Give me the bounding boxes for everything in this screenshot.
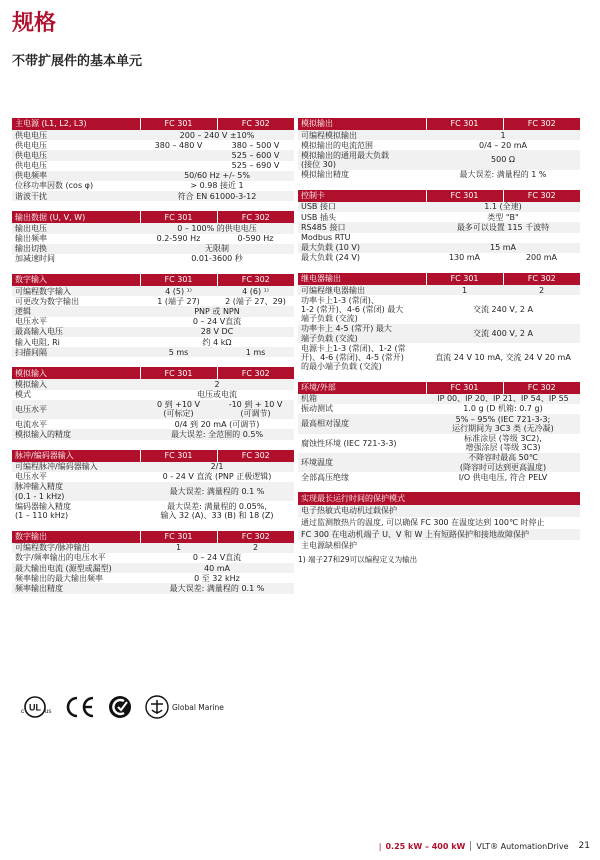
protection-row — [298, 505, 580, 517]
spec-col-header: FC 302 — [217, 450, 294, 462]
spec-value: 最大误差: 满量程的 0.1 % — [140, 482, 294, 501]
spec-label: 输出切换 — [12, 244, 140, 254]
spec-value-fc302: 200 mA — [525, 253, 558, 263]
global-marine-label: Global Marine — [172, 702, 224, 712]
spec-value: 0/4 到 20 mA (可调节) — [174, 419, 260, 429]
spec-value: 最大误差: 满量程的 0.1 % — [140, 583, 294, 593]
spec-label: RS485 接口 — [298, 222, 426, 232]
spec-col-header: FC 302 — [217, 367, 294, 379]
spec-col-header: FC 301 — [140, 367, 217, 379]
spec-row — [298, 212, 580, 222]
spec-value-fc302: 2 — [217, 543, 294, 553]
spec-value: 0 – 100% 的供电电压 — [140, 223, 294, 233]
spec-section-title: 脉冲/编码器输入 — [12, 450, 140, 462]
spec-table — [298, 273, 580, 372]
global-marine-logo — [144, 694, 224, 720]
spec-label: 模拟输出的电流范围 — [301, 140, 373, 150]
spec-section-title: 数字输入 — [12, 274, 140, 286]
spec-value: 最大误差: 全范围的 0.5% — [140, 429, 294, 439]
spec-row — [298, 404, 580, 414]
page-title: 规格 — [12, 11, 57, 36]
spec-row — [12, 254, 294, 264]
spec-label: 供电电压 — [15, 140, 47, 150]
spec-value: 2 — [140, 379, 294, 389]
right-column — [298, 118, 580, 575]
spec-header-row — [12, 211, 294, 223]
page-footer — [379, 841, 590, 851]
spec-table — [12, 450, 294, 521]
spec-value: 0/4 – 20 mA — [479, 140, 527, 150]
spec-label: 加减速时间 — [15, 254, 55, 264]
protection-section — [298, 492, 580, 564]
spec-value: 1.1 (全速) — [426, 202, 580, 212]
protection-item: 主电源缺相保护 — [301, 541, 357, 551]
spec-row — [12, 482, 294, 501]
spec-col-header: FC 302 — [217, 118, 294, 130]
spec-value: 最大误差: 满量程的 1 % — [459, 170, 547, 180]
spec-value: 电压或电流 — [197, 390, 237, 400]
spec-row — [298, 222, 580, 232]
right-spec-tables — [298, 118, 580, 482]
protection-item: 通过监测散热片的温度, 可以确保 FC 300 在温度达到 100℃ 时停止 — [301, 518, 545, 528]
spec-label: 环境温度 — [298, 453, 426, 472]
spec-row — [12, 191, 294, 201]
spec-row — [12, 501, 294, 520]
spec-row — [298, 285, 580, 295]
spec-section — [12, 274, 294, 357]
spec-label: 模拟输出精度 — [301, 170, 349, 180]
spec-value-fc302: 0-590 Hz — [237, 234, 274, 243]
spec-row — [12, 472, 294, 482]
spec-row — [12, 429, 294, 439]
spec-row — [298, 295, 580, 324]
spec-row — [12, 553, 294, 563]
spec-value-fc302: -10 到 + 10 V (可调节) — [217, 400, 294, 419]
spec-value-fc302: 2 (端子 27、29) — [225, 296, 286, 306]
spec-label: 谐波干扰 — [12, 191, 140, 201]
spec-row — [298, 414, 580, 433]
spec-value: 标准涂层 (等级 3C2), 增强涂层 (等级 3C3) — [464, 434, 542, 453]
spec-section-title: 输出数据 (U, V, W) — [12, 211, 140, 223]
spec-value: 最多可以设置 115 千波特 — [426, 222, 580, 232]
spec-value: 28 V DC — [140, 327, 294, 337]
spec-header-row — [12, 274, 294, 286]
spec-section-title: 模拟输入 — [12, 367, 140, 379]
protection-row — [298, 540, 580, 552]
spec-label: 数字/频率输出的电压水平 — [15, 553, 106, 563]
spec-label: 可编程模拟输出 — [298, 130, 426, 140]
spec-section-title: 继电器输出 — [298, 273, 426, 285]
spec-value: 最大误差: 满量程的 0.05%, 输入 32 (A)、33 (B) 和 18 (Z) — [160, 501, 274, 520]
spec-value-fc302: 525 – 690 V — [231, 161, 280, 171]
spec-row — [12, 150, 294, 160]
spec-label: 可编程数字输入 — [12, 286, 140, 296]
spec-label: 可编程脉冲/编码器输入 — [12, 462, 140, 472]
spec-value: 2/1 — [140, 462, 294, 472]
spec-value: 1.0 g (D 机箱: 0.7 g) — [463, 404, 543, 414]
spec-value: 交流 400 V, 2 A — [426, 324, 580, 343]
spec-row — [12, 306, 294, 316]
footnote: 1) 端子27和29可以编程定义为输出 — [298, 554, 418, 564]
footer-lead-bar: | — [378, 841, 382, 851]
spec-value: 0.01-3600 秒 — [191, 254, 243, 264]
spec-label: 可编程数字/脉冲输出 — [12, 543, 140, 553]
spec-value: 500 Ω — [426, 150, 580, 169]
protection-row — [298, 517, 580, 529]
svg-text:c: c — [21, 709, 24, 715]
spec-row — [12, 583, 294, 593]
ce-logo — [62, 693, 96, 721]
spec-col-header: FC 301 — [426, 118, 503, 130]
spec-label: 模拟输出的通用最大负载 (接位 30) — [298, 150, 426, 169]
spec-header-row — [12, 531, 294, 543]
spec-section — [298, 118, 580, 180]
spec-section — [12, 367, 294, 439]
spec-row — [12, 317, 294, 327]
spec-section — [12, 118, 294, 201]
spec-row — [12, 347, 294, 357]
spec-row — [298, 202, 580, 212]
page-number: 21 — [578, 841, 590, 851]
spec-value-fc301: 0.2-590 Hz — [156, 234, 201, 243]
spec-value-fc302: 4 (6) ¹⁾ — [217, 286, 294, 296]
spec-col-header: FC 302 — [217, 274, 294, 286]
protection-row — [298, 529, 580, 541]
spec-value-fc301: 380 – 480 V — [154, 140, 203, 150]
spec-value-fc301: 130 mA — [448, 253, 481, 263]
spec-label: 电压水平 — [15, 317, 47, 327]
spec-row — [298, 324, 580, 343]
spec-label: 腐蚀性环境 (IEC 721-3-3) — [301, 438, 397, 448]
spec-row — [12, 573, 294, 583]
spec-value: 1 — [426, 130, 580, 140]
spec-value: 0 - 24 V 直流 (PNP 正极逻辑) — [162, 472, 272, 482]
spec-label: 模式 — [15, 390, 31, 400]
spec-value: 200 – 240 V ±10% — [140, 130, 294, 140]
spec-section — [298, 190, 580, 263]
spec-label: 电流水平 — [15, 419, 47, 429]
protection-item: 电子热敏式电动机过载保护 — [298, 505, 580, 517]
spec-value-fc302: 2 — [503, 285, 580, 295]
spec-section — [12, 211, 294, 264]
spec-row — [12, 379, 294, 389]
spec-section-title: 控制卡 — [298, 190, 426, 202]
spec-row — [12, 390, 294, 400]
spec-col-header: FC 302 — [503, 118, 580, 130]
spec-header-row — [298, 118, 580, 130]
spec-label: 频率输出的最大输出频率 — [15, 573, 103, 583]
spec-label: 最大负载 (10 V) — [298, 243, 426, 253]
spec-label: 最高输入电压 — [12, 327, 140, 337]
spec-row — [12, 327, 294, 337]
spec-row — [12, 419, 294, 429]
spec-col-header: FC 301 — [140, 118, 217, 130]
spec-table — [12, 367, 294, 439]
spec-col-header: FC 302 — [503, 190, 580, 202]
spec-value: PNP 或 NPN — [140, 306, 294, 316]
spec-label: 可编程继电器输出 — [298, 285, 426, 295]
spec-value: 交流 240 V, 2 A — [472, 304, 534, 314]
svg-text:UL: UL — [29, 702, 41, 713]
spec-col-header: FC 302 — [503, 273, 580, 285]
spec-col-header: FC 301 — [426, 273, 503, 285]
spec-col-header: FC 301 — [140, 450, 217, 462]
spec-row — [12, 543, 294, 553]
spec-label: 机箱 — [298, 394, 426, 404]
spec-row — [298, 472, 580, 482]
spec-row — [12, 244, 294, 254]
spec-label: 供电频率 — [12, 171, 140, 181]
spec-col-header: FC 302 — [217, 531, 294, 543]
footer-product-name: VLT® AutomationDrive — [476, 841, 569, 851]
footer-power-range: 0.25 kW – 400 kW — [385, 841, 466, 851]
spec-row — [298, 453, 580, 472]
spec-header-row — [12, 118, 294, 130]
spec-label: 可更改为数字输出 — [15, 296, 79, 306]
spec-row — [298, 243, 580, 253]
spec-row — [12, 296, 294, 306]
spec-label: 脉冲输入精度 (0.1 - 1 kHz) — [12, 482, 140, 501]
spec-label: 输入电阻, Ri — [15, 337, 60, 347]
spec-value: 0 – 24 V直流 — [192, 553, 242, 563]
certification-logos — [18, 687, 234, 727]
spec-section-title: 环境/外部 — [298, 382, 426, 394]
spec-value: 类型 "B" — [487, 212, 519, 222]
spec-value: 0 至 32 kHz — [194, 573, 240, 583]
spec-value: 0 – 24 V直流 — [192, 317, 242, 327]
spec-label: Modbus RTU — [301, 233, 351, 242]
spec-value: > 0.98 接近 1 — [190, 181, 244, 191]
spec-row — [12, 337, 294, 347]
spec-value: 5% – 95% (IEC 721-3-3; 运行期间为 3C3 类 (无冷凝) — [426, 414, 580, 433]
spec-value: 直流 24 V 10 mA, 交流 24 V 20 mA — [435, 352, 571, 362]
spec-col-header: FC 301 — [426, 382, 503, 394]
spec-label: 扫描间隔 — [12, 347, 140, 357]
spec-header-row — [298, 190, 580, 202]
spec-section-title: 模拟输出 — [298, 118, 426, 130]
spec-label: USB 接口 — [298, 202, 426, 212]
spec-value: 符合 EN 61000-3-12 — [140, 191, 294, 201]
spec-row — [12, 181, 294, 191]
spec-value: 无限制 — [140, 244, 294, 254]
spec-label: 电源卡上1-3 (常闭)、1-2 (常 开)、4-6 (常闭)、4-5 (常开) 的最小端子负载 (交流) — [301, 343, 406, 372]
spec-value-fc301 — [140, 161, 217, 171]
spec-col-header: FC 301 — [140, 274, 217, 286]
footer-separator — [470, 841, 471, 851]
spec-value-fc301: 1 (端子 27) — [157, 296, 200, 306]
spec-section — [298, 273, 580, 372]
spec-section-title: 数字输出 — [12, 531, 140, 543]
spec-header-row — [12, 450, 294, 462]
spec-table — [12, 531, 294, 594]
spec-label: 输出频率 — [15, 234, 47, 243]
spec-section — [298, 382, 580, 483]
spec-row — [12, 563, 294, 573]
ul-logo — [18, 693, 52, 721]
spec-value-fc302: 1 ms — [217, 347, 294, 357]
page-subtitle: 不带扩展件的基本单元 — [12, 54, 143, 69]
spec-table — [298, 382, 580, 483]
spec-label: 频率输出精度 — [12, 583, 140, 593]
spec-row — [298, 130, 580, 140]
spec-row — [12, 234, 294, 244]
spec-row — [12, 462, 294, 472]
spec-value-fc302: 380 – 500 V — [231, 140, 280, 150]
spec-table — [12, 274, 294, 357]
spec-col-header: FC 302 — [503, 382, 580, 394]
spec-value — [426, 233, 580, 243]
spec-value: 50/60 Hz +/- 5% — [140, 171, 294, 181]
spec-section — [12, 450, 294, 521]
spec-row — [298, 170, 580, 180]
spec-row — [298, 233, 580, 243]
spec-label: 供电电压 — [12, 130, 140, 140]
spec-label: 最大输出电流 (源型或漏型) — [12, 563, 140, 573]
spec-section-title: 主电源 (L1, L2, L3) — [12, 118, 140, 130]
spec-value-fc301: 1 — [426, 285, 503, 295]
spec-row — [12, 286, 294, 296]
spec-value-fc301: 1 — [140, 543, 217, 553]
spec-table — [298, 118, 580, 180]
spec-value-fc301: 4 (5) ¹⁾ — [140, 286, 217, 296]
spec-label: 供电电压 — [15, 161, 47, 171]
spec-row — [12, 171, 294, 181]
spec-label: 全部高压绝缘 — [301, 472, 349, 482]
spec-value: IP 00、IP 20、IP 21、IP 54、IP 55 — [426, 394, 580, 404]
spec-col-header: FC 301 — [426, 190, 503, 202]
spec-value: I/O 供电电压, 符合 PELV — [458, 472, 548, 482]
spec-label: 功率卡上1-3 (常闭)、 1-2 (常开)、4-6 (常闭) 最大 端子负载 (交流) — [301, 295, 404, 324]
spec-row — [12, 130, 294, 140]
spec-table — [12, 211, 294, 264]
spec-header-row — [298, 273, 580, 285]
spec-value: 不降容时最高 50℃ (降容时可达到更高温度) — [426, 453, 580, 472]
spec-row — [298, 343, 580, 372]
spec-row — [12, 140, 294, 150]
spec-table — [12, 118, 294, 201]
spec-label: 模拟输入的精度 — [12, 429, 140, 439]
spec-label: USB 插头 — [301, 212, 336, 222]
spec-row — [298, 150, 580, 169]
svg-text:us: us — [45, 709, 52, 715]
spec-label: 供电电压 — [12, 150, 140, 160]
spec-label: 振动测试 — [301, 404, 333, 414]
ctick-logo — [106, 693, 134, 721]
left-column — [12, 118, 294, 604]
spec-value: 40 mA — [140, 563, 294, 573]
spec-label: 电压水平 — [12, 400, 140, 419]
spec-row — [12, 161, 294, 171]
spec-value: 约 4 kΩ — [202, 337, 232, 347]
spec-col-header: FC 301 — [140, 531, 217, 543]
protection-header: 实现最长运行时间的保护模式 — [298, 492, 580, 505]
spec-row — [298, 394, 580, 404]
spec-value-fc301: 5 ms — [140, 347, 217, 357]
spec-header-row — [298, 382, 580, 394]
spec-label: 位移功率因数 (cos φ) — [15, 181, 94, 191]
spec-label: 功率卡上 4-5 (常开) 最大 端子负载 (交流) — [298, 324, 426, 343]
spec-label: 模拟输入 — [12, 379, 140, 389]
spec-row — [12, 223, 294, 233]
spec-row — [12, 400, 294, 419]
spec-table — [298, 190, 580, 263]
spec-label: 最大负载 (24 V) — [301, 253, 360, 263]
spec-label: 电压水平 — [15, 472, 47, 482]
spec-value-fc302: 525 – 600 V — [217, 150, 294, 160]
spec-label: 逻辑 — [12, 306, 140, 316]
spec-col-header: FC 301 — [140, 211, 217, 223]
spec-value: 15 mA — [426, 243, 580, 253]
spec-label: 编码器输入精度 (1 – 110 kHz) — [15, 501, 71, 520]
spec-label: 输出电压 — [12, 223, 140, 233]
spec-row — [298, 140, 580, 150]
spec-row — [298, 253, 580, 263]
spec-label: 最高相对湿度 — [298, 414, 426, 433]
spec-section — [12, 531, 294, 594]
spec-value-fc301: 0 到 +10 V (可标定) — [140, 400, 217, 419]
protection-item: FC 300 在电动机端子 U、V 和 W 上有短路保护和接地故障保护 — [298, 529, 580, 541]
spec-header-row — [12, 367, 294, 379]
spec-col-header: FC 302 — [217, 211, 294, 223]
spec-value-fc301 — [140, 150, 217, 160]
spec-row — [298, 434, 580, 453]
